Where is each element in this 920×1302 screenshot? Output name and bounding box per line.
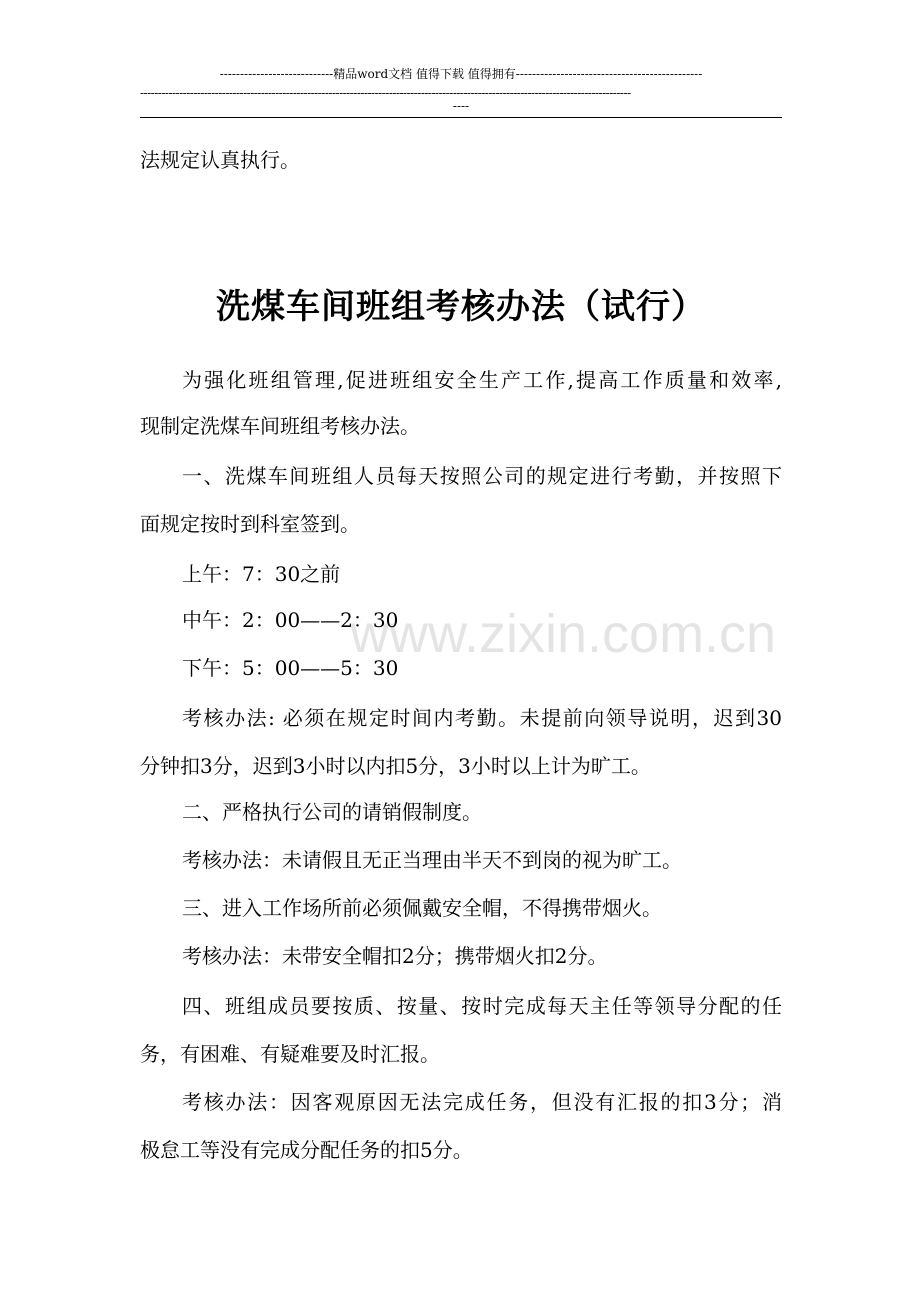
- schedule-afternoon: 下午：5：00——5：30: [182, 656, 399, 680]
- paragraph-line: 分钟扣3分，迟到3小时以内扣5分，3小时以上计为旷工。: [140, 754, 651, 778]
- paragraph-line: 考核办法：未带安全帽扣2分；携带烟火扣2分。: [182, 944, 608, 968]
- watermark-logo: www.zixin.com.cn: [350, 604, 777, 664]
- paragraph-line: 为强化班组管理,促进班组安全生产工作,提高工作质量和效率,: [182, 368, 782, 392]
- paragraph-line: 务，有困难、有疑难要及时汇报。: [140, 1042, 440, 1066]
- page-header-dashes-tail: ----: [452, 99, 470, 113]
- paragraph-line: 考核办法：因客观原因无法完成任务，但没有汇报的扣3分；消: [182, 1090, 782, 1114]
- paragraph-line: 现制定洗煤车间班组考核办法。: [140, 414, 420, 438]
- paragraph-line: 二、严格执行公司的请销假制度。: [182, 800, 482, 824]
- document-title: 洗煤车间班组考核办法（试行）: [216, 287, 706, 327]
- schedule-noon: 中午：2：00——2：30: [182, 608, 399, 632]
- paragraph-line: 面规定按时到科室签到。: [140, 512, 360, 536]
- header-divider: [140, 117, 782, 118]
- schedule-morning: 上午：7：30之前: [182, 562, 341, 586]
- paragraph-line: 四、班组成员要按质、按量、按时完成每天主任等领导分配的任: [182, 994, 782, 1018]
- continued-text-fragment: 法规定认真执行。: [140, 148, 300, 172]
- paragraph-line: 极怠工等没有完成分配任务的扣5分。: [140, 1138, 473, 1162]
- paragraph-line: 考核办法: 必须在规定时间内考勤。未提前向领导说明，迟到30: [182, 706, 782, 730]
- page-header-dashes: ------------------------------------------------------------------------------------------------------------------------------------------: [140, 86, 631, 100]
- paragraph-line: 一、洗煤车间班组人员每天按照公司的规定进行考勤，并按照下: [182, 464, 782, 488]
- paragraph-line: 三、进入工作场所前必须佩戴安全帽，不得携带烟火。: [182, 896, 662, 920]
- paragraph-line: 考核办法：未请假且无正当理由半天不到岗的视为旷工。: [182, 848, 682, 872]
- page-header-banner: ----------------------------精品word文档 值得下载 值得拥有----------------------------------------------: [219, 67, 703, 81]
